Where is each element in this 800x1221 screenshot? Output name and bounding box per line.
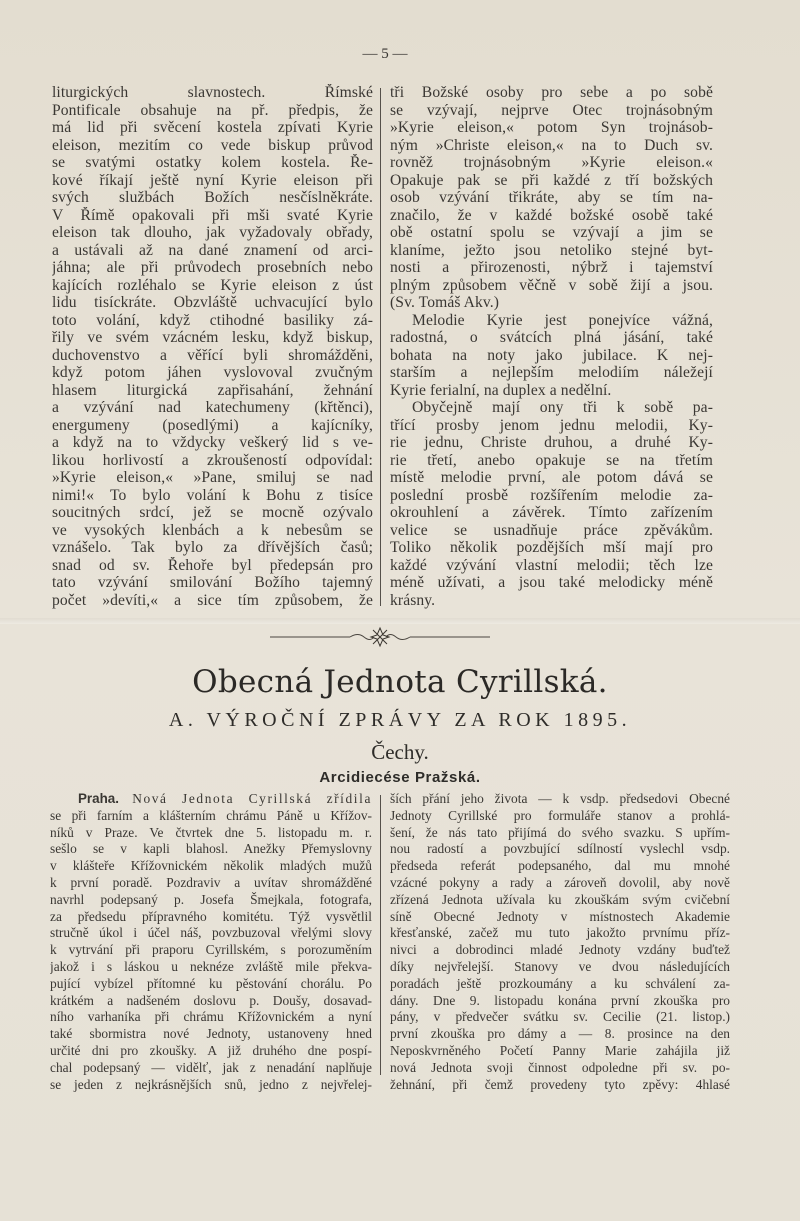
text-line: předseda referát podepsaného, dal mu mnohé: [390, 858, 730, 874]
text-line: se při farním a klášterním chrámu Páně u Křížov-: [50, 807, 372, 823]
text-line: toto volání, když ctihodné basiliky zá-: [52, 311, 373, 329]
text-line: nou radostí a povzbující sdílností vyslechl vsdp.: [390, 841, 730, 857]
text-line: rie jednu, Christe druhou, a druhé Ky-: [390, 434, 713, 451]
text-line: první zkouška pro dámy a — 8. prosince na den: [390, 1026, 730, 1042]
text-line: radostná, o svátcích plná jásání, také: [390, 329, 713, 346]
diocese-heading: Arcidiecése Pražská.: [319, 769, 481, 786]
text-line: chal podepsaný — vidělť, jak z nenadání naplňuje: [50, 1059, 372, 1075]
text-line: rie třetí, anebo opakuje se na třetím: [390, 451, 713, 469]
text-line: níků v Praze. Ve čtvrtek dne 5. listopadu m. r.: [50, 824, 372, 840]
text-line: eleison, mezitím co vede biskup průvod: [52, 136, 373, 154]
text-line: počet »devíti,« a sice tím způsobem, že: [52, 591, 373, 609]
text-line: pány, v předvečer svátku sv. Cecilie (21. listop.): [390, 1009, 730, 1025]
text-line: v klášteře Křížovnickém několik mladých mužů: [50, 858, 372, 874]
text-line: každé vzývání vlastní melodii; těch lze: [390, 556, 713, 574]
text-line: místě melodie první, ale potom dává se: [390, 469, 713, 486]
text-line: krásny.: [390, 591, 436, 609]
column-divider: [380, 795, 381, 1075]
text-line: (Sv. Tomáš Akv.): [390, 294, 500, 311]
top-left-column: [52, 84, 373, 609]
place-name: Praha.: [78, 791, 133, 806]
text-line: navrhl podepsaný p. Josefa Šmejkala, fotografa,: [50, 891, 372, 907]
page-number: — 5 —: [362, 46, 408, 62]
text-line: nosti a přirozenosti, nýbrž i tajemství: [390, 259, 713, 276]
ornament-divider-icon: [270, 626, 490, 648]
text-line: kajících rozléhalo se Kyrie eleison z úst: [52, 276, 373, 294]
text-line: řily ve svém vzácném lesku, když biskup,: [52, 329, 373, 346]
text-line: se jeden z nejkrásnějších snů, jedno z nejvřelej-: [50, 1076, 372, 1092]
text-line: se svatými ostatky kolem kostela. Ře-: [52, 154, 373, 171]
top-right-column: [390, 84, 713, 609]
text-line: síně Obecné Jednoty v místnostech Akademie: [390, 908, 730, 924]
text-line: tato vzývání smilování Božího tajemný: [52, 574, 373, 591]
text-line: svých službách Božích nesčíslněkráte.: [52, 189, 373, 206]
text-line: bohata na noty jako jubilace. K nej-: [390, 346, 713, 364]
text-line: Opakuje pak se při každé z tří božských: [390, 171, 713, 189]
text-line: nimi!« To bylo volání k Bohu z tisíce: [52, 486, 373, 504]
text-line: energumeny (posedlými) a kajícníky,: [52, 416, 373, 434]
text-line: lidu tisíckráte. Obzvláště uchvacující bylo: [52, 294, 373, 311]
text-line: [50, 791, 372, 808]
text-span: Nová Jednota Cyrillská zřídila: [132, 791, 372, 806]
text-line: obě ostatní spolu se vzývají a jim se: [390, 224, 713, 241]
text-line: kové říkají ještě nyní Kyrie eleison při: [52, 171, 373, 189]
text-line: ným »Christe eleison,« na to Duch sv.: [390, 136, 713, 154]
text-line: šení, že nás tato přijímá do svého svazku. S upřím-: [390, 824, 730, 840]
text-line: Neposkvrněného Početí Panny Marie zahájila již: [390, 1042, 730, 1058]
text-line: dány. Dne 9. listopadu konána první zkouška pro: [390, 992, 730, 1008]
text-line: poslední prosbě rozšířením melodie za-: [390, 486, 713, 504]
text-line: hlasem liturgická zapřisahání, žehnání: [52, 381, 373, 399]
text-line: třící prosby jenom jednu melodii, Ky-: [390, 416, 713, 434]
text-line: také sbormistra nové Jednoty, ustanoveny hned: [50, 1026, 372, 1042]
text-line: osob vzývání třikráte, aby se tím na-: [390, 189, 713, 206]
text-line: značilo, že v každé božské osobě také: [390, 206, 713, 224]
text-line: a když na to vždycky veškerý lid s ve-: [52, 434, 373, 451]
text-line: nová Jednota svoji činnost odpoledne při sv. po-: [390, 1059, 730, 1075]
text-line: krátkém a nadšeném doslovu p. Doušy, dosavad-: [50, 992, 372, 1008]
text-line: ších přání jeho života — k vsdp. předsedovi Obecné: [390, 791, 730, 806]
text-line: liturgických slavnostech. Římské: [52, 84, 373, 101]
text-line: Kyrie ferialní, na duplex a nedělní.: [390, 381, 612, 399]
text-line: rovněž trojnásobným »Kyrie eleison.«: [390, 154, 713, 171]
text-line: se vzývají, nejprve Otec trojnásobným: [390, 101, 713, 119]
text-line: soucitných srdcí, jež se mocně ozývalo: [52, 504, 373, 521]
text-line: klaníme, ježto jsou netoliko stejné byt-: [390, 241, 713, 259]
text-line: určité dni pro zkoušky. A již druhého dne pospí-: [50, 1042, 372, 1058]
text-line: a vzývání nad katechumeny (křtěnci),: [52, 399, 373, 416]
bottom-right-column: [390, 791, 730, 1093]
text-line: Melodie Kyrie jest ponejvíce vážná,: [412, 311, 713, 329]
text-line: jakož i s láskou u neknéze zvláště mile překva-: [50, 958, 372, 974]
page-fold: [0, 618, 800, 624]
text-line: Obyčejně mají ony tři k sobě pa-: [412, 399, 713, 416]
text-line: V Římě opakovali při mši svaté Kyrie: [52, 206, 373, 224]
text-line: křesťanské, začež mu tuto jakožto prvnímu příz-: [390, 925, 730, 941]
text-line: Jednoty Cyrillské pro formuláře stanov a prohlá-: [390, 807, 730, 823]
text-line: za předsedu přípravného komitétu. Týž vysvětlil: [50, 908, 372, 924]
text-line: tři Božské osoby pro sebe a po sobě: [390, 84, 713, 101]
text-line: má lid při svěcení kostela zpívati Kyrie: [52, 119, 373, 136]
text-line: nivci a dobrodinci mladé Jednoty vzdány buďtež: [390, 942, 730, 958]
text-line: díky nejvřelejší. Stanovy ve dvou následujících: [390, 958, 730, 974]
text-line: Pontificale obsahuje na př. předpis, že: [52, 101, 373, 119]
text-line: když potom jáhen vyslovoval zvučným: [52, 364, 373, 381]
text-line: Toliko několik pozdějších mší mají pro: [390, 539, 713, 556]
text-line: ního varhaníka při chrámu Křížovnickém a nyní: [50, 1009, 372, 1025]
section-title: Obecná Jednota Cyrillská.: [192, 664, 608, 700]
text-line: méně užívati, a jsou také melodicky méně: [390, 574, 713, 591]
text-line: »Kyrie eleison,« »Pane, smiluj se nad: [52, 469, 373, 486]
text-line: ve vysokých klenbách a k nebesům se: [52, 521, 373, 539]
text-line: k vytrvání při praporu Cyrillském, s porozuměním: [50, 942, 372, 958]
text-line: okrouhlení a závěrek. Tímto zařízením: [390, 504, 713, 521]
text-line: duchovenstvo a věřící byli shromážděni,: [52, 346, 373, 364]
section-subtitle: A. VÝROČNÍ ZPRÁVY ZA ROK 1895.: [168, 709, 632, 731]
text-line: eleison tak dlouho, jak vyžadovaly obřady,: [52, 224, 373, 241]
text-line: vznášelo. Tak bylo za dřívějších časů;: [52, 539, 373, 556]
text-line: poradách ještě prozkoumány a ku schválení za-: [390, 975, 730, 991]
bottom-left-column: [50, 791, 372, 1093]
region-heading: Čechy.: [371, 740, 429, 764]
text-line: žehnání, při čemž provedeny tyto zpěvy: 4hlasé: [390, 1076, 730, 1092]
text-line: k první poradě. Pozdraviv a uvítav shromážděné: [50, 874, 372, 890]
text-line: pující vybízel přítomné ku pěstování chorálu. Po: [50, 975, 372, 991]
text-line: plným způsobem věčně v sobě žijí a jsou.: [390, 276, 713, 294]
text-line: starším a nejlepším melodiím náležejí: [390, 364, 713, 381]
text-line: likou horlivostí a zkroušeností odpovídal:: [52, 451, 373, 469]
column-divider: [380, 88, 381, 606]
text-line: velice se usnadňuje práce zpěvákům.: [390, 521, 713, 539]
text-line: »Kyrie eleison,« potom Syn trojnásob-: [390, 119, 713, 136]
text-line: jáhna; ale při průvodech prosebních nebo: [52, 259, 373, 276]
text-line: sešlo se v kapli blahosl. Anežky Přemyslovny: [50, 841, 372, 857]
text-line: snad od sv. Řehoře byl předepsán pro: [52, 556, 373, 574]
text-line: zřízená Jednota užívala ku zkouškám svým cvičební: [390, 891, 730, 907]
text-line: vzácné pokyny a rady a zároveň dovolil, aby nově: [390, 874, 730, 890]
text-line: a ustávali až na dané znamení od arci-: [52, 241, 373, 259]
text-line: stručně úkol i účel náš, povzbuzoval vřelými slovy: [50, 925, 372, 941]
